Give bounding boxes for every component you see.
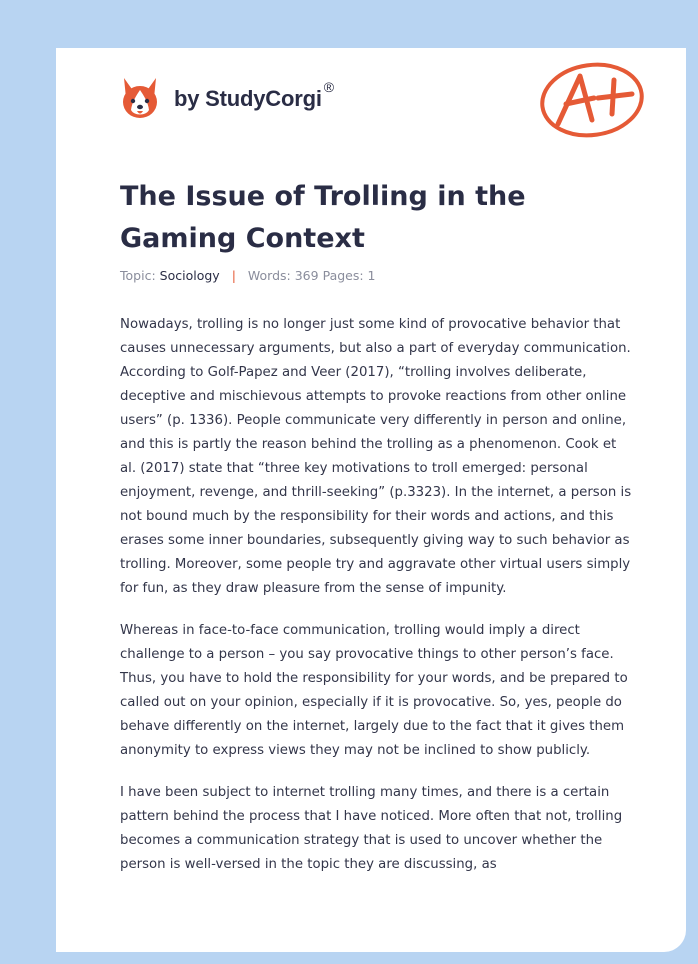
paragraph: Nowadays, trolling is no longer just some kind of provocative behavior that causes unnecessary arguments, but also a part of everyday communication. According to Golf-Papez and Veer (2017), “trolling involves deliberate, deceptive and mischievous attempts to provoke reactions from other online users” (p. 1336). People communicate very differently in person and online, and this is partly the reason behind the trolling as a phenomenon. Cook et al. (2017) state that “three key motivations to troll emerged: personal enjoyment, revenge, and thrill-seeking” (p.3323). In the internet, a person is not bound much by the responsibility for their words and actions, and this erases some inner boundaries, subsequently giving way to such behavior as trolling. Moreover, some people try and aggravate other virtual users simply for fun, as they draw pleasure from the sense of impunity.	[120, 317, 632, 596]
page-count: Pages: 1	[322, 268, 376, 283]
topic-link[interactable]: Sociology	[159, 268, 220, 283]
brand-name: by StudyCorgi	[174, 86, 322, 111]
document-title: The Issue of Trolling in the Gaming Context	[120, 181, 526, 254]
meta-separator: |	[231, 268, 236, 283]
document-meta	[120, 268, 376, 283]
a-plus-grade-icon	[536, 58, 648, 140]
word-count: Words: 369	[247, 268, 319, 283]
corgi-icon	[120, 76, 160, 122]
registered-mark: ®	[323, 79, 335, 95]
studycorgi-logo[interactable]	[120, 74, 334, 124]
document-page	[56, 48, 686, 952]
paragraph: Whereas in face-to-face communication, trolling would imply a direct challenge to a person – you say provocative things to other person’s face. Thus, you have to hold the responsibility for your words, and be prepared to called out on your opinion, especially if it is provocative. So, yes, people do behave differently on the internet, largely due to the fact that it gives them anonymity to express views they may not be inclined to show publicly.	[120, 623, 628, 758]
essay-body	[120, 313, 636, 895]
topic-label: Topic:	[120, 268, 156, 283]
paragraph: I have been subject to internet trolling many times, and there is a certain pattern behind the process that I have noticed. More often that not, trolling becomes a communication strategy that is used to uncover whether the person is well-versed in the topic they are discussing, as	[120, 785, 623, 872]
